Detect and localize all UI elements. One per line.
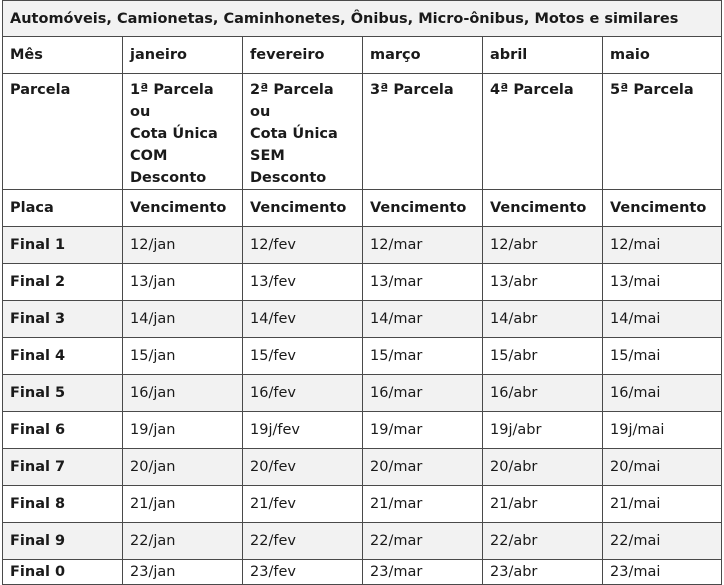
table-title: Automóveis, Camionetas, Caminhonetes, Ônibus, Micro-ônibus, Motos e similares <box>3 1 722 37</box>
parcela-line: 3ª Parcela <box>370 82 454 98</box>
parcela-line: Cota Única <box>250 126 338 142</box>
due-date-cell: 19j/abr <box>483 412 603 449</box>
plate-cell: Final 5 <box>3 375 123 412</box>
due-date-cell: 19/jan <box>123 412 243 449</box>
table-row <box>3 227 722 264</box>
due-date-cell: 13/mar <box>363 264 483 301</box>
due-date-cell: 23/mai <box>603 560 722 585</box>
plate-cell: Final 9 <box>3 523 123 560</box>
parcela-cell <box>603 74 722 190</box>
vencimento-label: Vencimento <box>603 190 722 227</box>
due-date-cell: 21/jan <box>123 486 243 523</box>
due-date-cell: 21/mar <box>363 486 483 523</box>
due-date-cell: 19j/mai <box>603 412 722 449</box>
due-date-cell: 15/mai <box>603 338 722 375</box>
month-cell: março <box>363 37 483 74</box>
due-date-cell: 21/fev <box>243 486 363 523</box>
due-date-cell: 15/mar <box>363 338 483 375</box>
table-row <box>3 412 722 449</box>
vencimento-label: Vencimento <box>363 190 483 227</box>
due-date-cell: 12/mai <box>603 227 722 264</box>
table-row <box>3 523 722 560</box>
plate-cell: Final 0 <box>3 560 123 585</box>
due-date-cell: 15/abr <box>483 338 603 375</box>
month-row <box>3 37 722 74</box>
plate-cell: Final 7 <box>3 449 123 486</box>
due-date-cell: 16/jan <box>123 375 243 412</box>
table-row <box>3 560 722 585</box>
due-date-cell: 20/mar <box>363 449 483 486</box>
parcela-line: 5ª Parcela <box>610 82 694 98</box>
due-date-cell: 15/fev <box>243 338 363 375</box>
parcela-line: SEM <box>250 148 285 164</box>
vencimento-label: Vencimento <box>483 190 603 227</box>
schedule-table-wrapper <box>2 0 722 585</box>
due-date-cell: 15/jan <box>123 338 243 375</box>
due-date-cell: 20/abr <box>483 449 603 486</box>
parcela-label: Parcela <box>3 74 123 190</box>
due-date-cell: 14/fev <box>243 301 363 338</box>
due-date-cell: 21/abr <box>483 486 603 523</box>
parcela-row <box>3 74 722 190</box>
parcela-line: 2ª Parcela ou <box>250 82 334 120</box>
plate-cell: Final 8 <box>3 486 123 523</box>
placa-row <box>3 190 722 227</box>
due-date-cell: 22/fev <box>243 523 363 560</box>
due-date-cell: 22/mai <box>603 523 722 560</box>
plate-cell: Final 1 <box>3 227 123 264</box>
due-date-cell: 12/jan <box>123 227 243 264</box>
table-row <box>3 375 722 412</box>
parcela-cell <box>123 74 243 190</box>
due-date-cell: 20/fev <box>243 449 363 486</box>
due-date-cell: 20/mai <box>603 449 722 486</box>
placa-label: Placa <box>3 190 123 227</box>
due-date-cell: 22/jan <box>123 523 243 560</box>
table-row <box>3 338 722 375</box>
parcela-line: Desconto <box>130 170 207 186</box>
due-date-cell: 16/fev <box>243 375 363 412</box>
due-date-cell: 14/abr <box>483 301 603 338</box>
parcela-line: Desconto <box>250 170 327 186</box>
parcela-line: 4ª Parcela <box>490 82 574 98</box>
due-date-cell: 16/mai <box>603 375 722 412</box>
month-cell: abril <box>483 37 603 74</box>
due-date-cell: 19j/fev <box>243 412 363 449</box>
due-date-cell: 13/fev <box>243 264 363 301</box>
table-row <box>3 449 722 486</box>
due-date-cell: 19/mar <box>363 412 483 449</box>
due-date-cell: 12/mar <box>363 227 483 264</box>
month-cell: maio <box>603 37 722 74</box>
plate-cell: Final 2 <box>3 264 123 301</box>
ipva-schedule-table <box>2 0 722 585</box>
due-date-cell: 13/mai <box>603 264 722 301</box>
due-date-cell: 23/jan <box>123 560 243 585</box>
due-date-cell: 21/mai <box>603 486 722 523</box>
vencimento-label: Vencimento <box>243 190 363 227</box>
month-label: Mês <box>3 37 123 74</box>
due-date-cell: 16/mar <box>363 375 483 412</box>
vencimento-label: Vencimento <box>123 190 243 227</box>
due-date-cell: 16/abr <box>483 375 603 412</box>
table-row <box>3 301 722 338</box>
table-row <box>3 264 722 301</box>
parcela-cell <box>243 74 363 190</box>
parcela-line: 1ª Parcela ou <box>130 82 214 120</box>
parcela-line: COM <box>130 148 168 164</box>
due-date-cell: 22/abr <box>483 523 603 560</box>
due-date-cell: 13/abr <box>483 264 603 301</box>
parcela-cell <box>483 74 603 190</box>
plate-cell: Final 4 <box>3 338 123 375</box>
parcela-cell <box>363 74 483 190</box>
plate-cell: Final 6 <box>3 412 123 449</box>
month-cell: fevereiro <box>243 37 363 74</box>
month-cell: janeiro <box>123 37 243 74</box>
title-row <box>3 1 722 37</box>
due-date-cell: 20/jan <box>123 449 243 486</box>
due-date-cell: 23/fev <box>243 560 363 585</box>
due-date-cell: 23/mar <box>363 560 483 585</box>
due-date-cell: 12/abr <box>483 227 603 264</box>
due-date-cell: 12/fev <box>243 227 363 264</box>
due-date-cell: 23/abr <box>483 560 603 585</box>
table-row <box>3 486 722 523</box>
parcela-line: Cota Única <box>130 126 218 142</box>
plate-cell: Final 3 <box>3 301 123 338</box>
due-date-cell: 14/jan <box>123 301 243 338</box>
due-date-cell: 14/mai <box>603 301 722 338</box>
due-date-cell: 13/jan <box>123 264 243 301</box>
due-date-cell: 22/mar <box>363 523 483 560</box>
due-date-cell: 14/mar <box>363 301 483 338</box>
